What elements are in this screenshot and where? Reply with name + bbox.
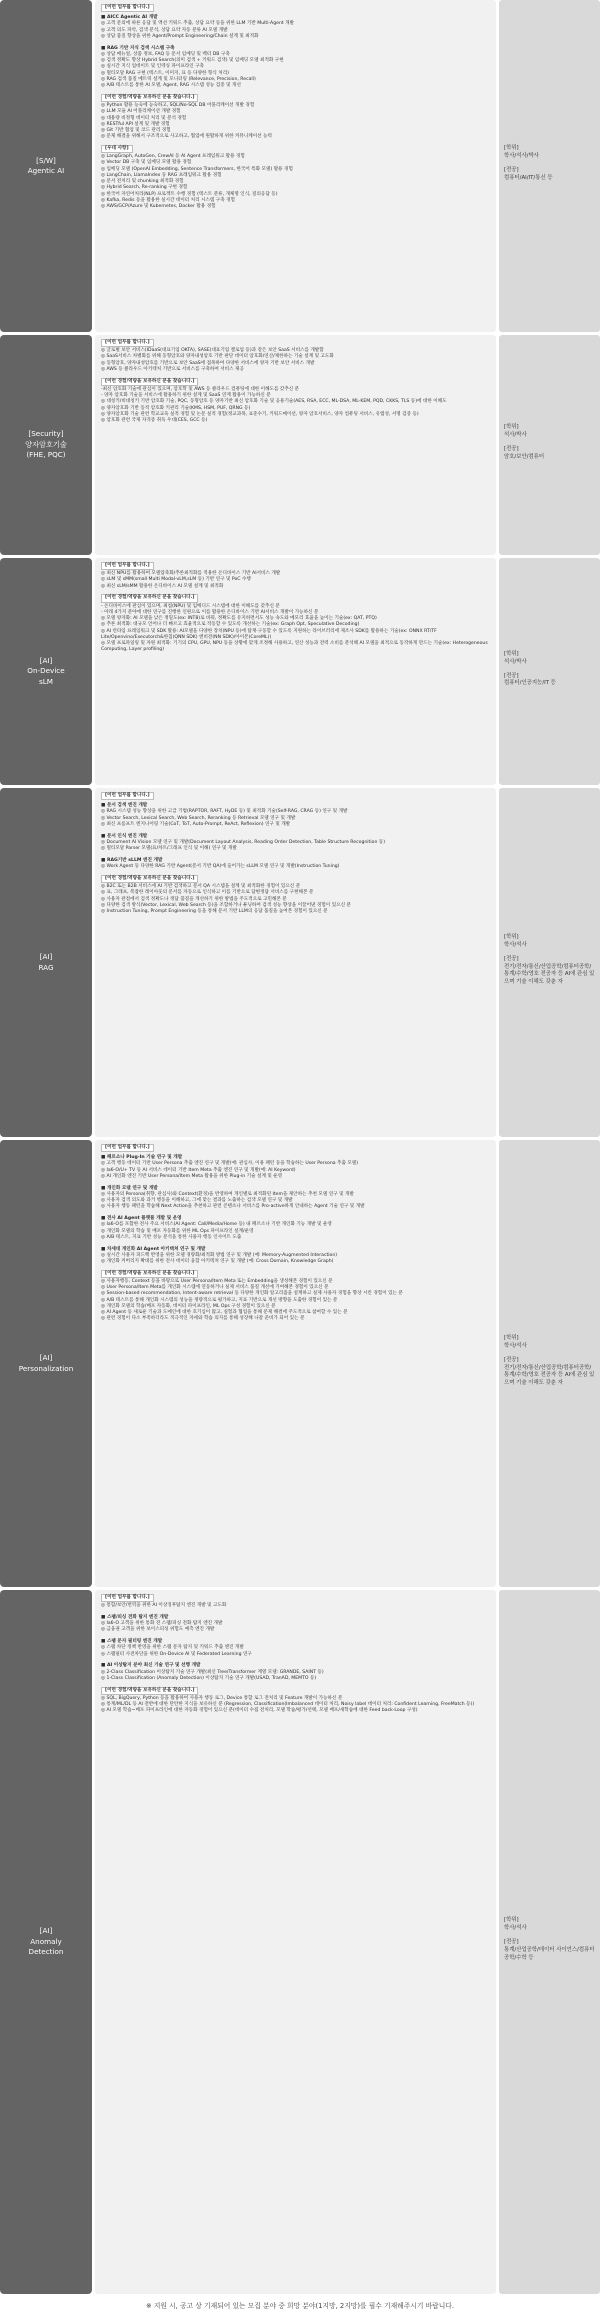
spacer [101, 40, 490, 44]
description-line: ◎ 사용자 검색 의도와 과거 행동을 이해하고, 그에 맞는 결과를 노출하는 검색 모델 연구 및 개발 [101, 1198, 293, 1204]
description-line: ◎ 금융권 고객을 위한 보이스피싱 위험도 예측 엔진 개발 [101, 1627, 215, 1633]
description-line: ◎ 멀티모달 Parser 모델(표/차트/그래프 인식 및 이해) 연구 및 개발 [101, 846, 237, 852]
subsection-title: ■ 스팸/피싱 전화 탐지 엔진 개발 [101, 1614, 169, 1620]
subsection-title: ■ 문서 검색 엔진 개발 [101, 803, 148, 809]
description-line: ◎ RAG 검색 품질 메트릭 설계 및 모니터링 (Relevance, Precision, Recall) [101, 76, 256, 82]
section-heading-wrap [101, 144, 490, 154]
description-line: ◎ 양자암호화 기반 동적 암호화 키관리 기술(KMS, HSM, PUF, QRNG 등) [101, 405, 251, 411]
degree-heading: [학위] [504, 424, 519, 431]
section-heading: [이런 업무를 합니다.] [101, 4, 154, 12]
description-line: ◎ AI Agent 등 새로운 기술과 도메인에 대한 호기심이 많고, 실험과 협업을 통해 문제 해결에 주도적으로 참여할 수 있는 분 [101, 1310, 348, 1316]
job-row [0, 1140, 600, 1587]
description-line: ◎ AI 런타임 프레임워크 및 SDK 활용: AI모델을 다양한 장치(NPU 등)에 탑재·구동할 수 있도록 지원하는 라이브러리에 제조사 SDK를 활용하는 기술(ex: ONNX RT/TF Lite/Openvino/Executorch&한칩(QNN SDK) 엔비전(NN SDK)/아이폰(CoreML)) [101, 628, 437, 640]
degree-heading: [학위] [504, 145, 519, 152]
degree-value: 학사/석사/박사 [504, 153, 539, 160]
description-line: ◎ SaaS서비스 차별화를 위해 동형암호와 양자내성암호 기반 판단 데이터 암호화/연산/제한하는 기술 설계 및 고도화 [101, 354, 334, 360]
description-line: ◎ SQL, BigQuery, Python 등을 활용하여 사용자 행동 로그, Device 통합 로그 전처리 및 Feature 개발이 가능하신 분 [101, 1695, 343, 1701]
description-line: ◎ LangChain, LlamaIndex 등 RAG 프레임워크 활용 경험 [101, 172, 222, 178]
description-line: ◎ Work Agent 등 다양한 RAG 기반 Agent(문서 기반 QA)에 들어가는 sLLM 모델 연구 및 개발(Instruction Tuning) [101, 864, 340, 870]
degree-heading: [학위] [504, 650, 519, 657]
degree-value: 석사/박사 [504, 658, 527, 665]
description-line: ◎ 모델 프로파일링 및 자원 최적화: 기기의 CPU, GPU, NPU 등을 상황에 맞게 조정해 사용하고, 연산 성능과 전력 소비를 분석해 AI 모델을 최적으로 동작하게 만드는 기술(ex: Heterogeneous Computing, Layer profiling) [101, 641, 488, 653]
section-heading-wrap [101, 377, 490, 387]
job-description [95, 335, 496, 555]
major-value: 전기/전자/통신/산업공학/컴퓨터공학/통계/수학/영호 전공자 등 AI에 관심 있으며 기술 이해도 갖춘 자 [504, 1364, 595, 1387]
description-line: ◎ B2C 또는 B2B 서비스에 AI 기반 검색하고 문서 QA 시스템을 설계 및 최적화한 경험이 있으신 분 [101, 884, 301, 890]
description-line: ◎ User Persona/Item Meta를 개인화 시스템에 연동하거나 실제 서비스 품질 개선에 기여해본 경험이 있으신 분 [101, 1285, 329, 1291]
spacer [101, 828, 490, 832]
job-requirements [499, 0, 600, 332]
job-description [95, 788, 496, 1137]
description-line: ◎ 대칭키/비대칭키 기반 암호화 기술, PQC, 동형암호 등 양자기반 최신 암호화 기술 및 응용기술(AES, RSA, ECC, ML-DSA, ML-KEM, PQD, CKKS, TLS 등)에 대한 이해도 [101, 399, 447, 405]
description-line: ◎ 검색 정확도 향상 Hybrid Search(의미 검색 + 키워드 검색) 및 임베딩 모델 최적화 구현 [101, 58, 284, 64]
job-requirements [499, 1140, 600, 1587]
degree-value: 학사/석사 [504, 1342, 527, 1349]
subsection-title: ■ AICC Agentic AI 개발 [101, 15, 158, 21]
description-line: - 양자 암호화 기술을 서비스에 활용하기 위한 설계 및 SaaS 연계 활용이 가능하신 분 [101, 393, 271, 399]
section-heading: [이런 경험/역량을 보유하신 분을 찾습니다.] [101, 875, 198, 883]
description-line: ◎ 스팸필터 사전차단을 위한 On-Device AI 및 Federated Learning 연구 [101, 1651, 252, 1657]
major-value: 컴퓨터/인공지능/IT 등 [504, 680, 556, 687]
section-heading-wrap [101, 93, 490, 103]
job-requirements [499, 788, 600, 1137]
description-line: -최신 암호화 기술에 관심이 있으며, 암호학 및 AWS 등 클라우드 컴퓨팅에 대한 이해도를 갖추신 분 [101, 386, 300, 392]
description-line: ◎ 개인화 커버리지 확대를 위한 전사 데이터 융합 아키텍쳐 연구 및 개발 (예: Cross Domain, Knowledge Graph) [101, 1259, 334, 1265]
job-requirements [499, 558, 600, 785]
description-line: ◎ Git 기반 협업 및 코드 관리 경험 [101, 127, 171, 133]
description-line: ◎ RAG 시스템 성능 향상을 위한 고급 기법(RAPTOR, RAFT, HyDE 등) 및 최적화 기술(Self-RAG, CRAG 등) 연구 및 개발 [101, 809, 348, 815]
description-line: ◎ 한국어 자연어처리(NLP) 프로젝트 수행 경험 (텍스트 분류, 개체명 인식, 질의응답 등) [101, 191, 278, 197]
description-line: ◎ 상담 품질 향상을 위한 Agent/Prompt Engineering/Chain 설계 및 최적화 [101, 33, 259, 39]
job-row [0, 335, 600, 555]
description-line: ◎ 표, 그래프, 복잡한 레이아웃의 문서를 자동으로 인식하고 이를 기반으로 답변정답 서비스를 구현해본 분 [101, 890, 314, 896]
description-line: ◎ 임베딩 모델 (OpenAI Embedding, Sentence Transformers, 한국어 특화 모델) 활용 경험 [101, 166, 293, 172]
description-line: ◎ 모델 양자화: AI 모델을 낮은 정밀도(ex: INT8)로 바꿔, 정확도를 유지하면서도 성능 속도와 메모리 효율을 높이는 기술(ex: QAT, PTQ) [101, 616, 377, 622]
major-heading: [전공] [504, 672, 519, 679]
description-line: ◎ 사용자 행동 패턴을 학습해 Next Action을 추천하고 관련 콘텐츠나 서비스를 Pro-active하게 안내하는 Agent 기술 연구 및 개발 [101, 1204, 365, 1210]
description-line: ◎ 고객 의도 파악, 검색 분석, 상담 요약 자동 분류 AI 모델 개발 [101, 27, 228, 33]
spacer [101, 1211, 490, 1215]
major-heading: [전공] [504, 167, 519, 173]
section-heading-wrap [101, 791, 490, 801]
major-value: 컴퓨터/AI/IT/통신 등 [504, 174, 553, 181]
major-heading: [전공] [504, 955, 519, 962]
description-line: ◎ 글로벌 보안 서비스(IDaaS(대표기업 OKTA), SASE(대표기업 켈로업 등)과 같은 보안 SaaS 서비스를 개발함 [101, 348, 324, 354]
subsection-title: ■ 문서 인식 엔진 개발 [101, 833, 148, 839]
section-heading: [이런 업무를 합니다.] [101, 1594, 154, 1602]
footer-note: ※ 지원 시, 공고 상 기재되어 있는 모집 분야 중 희망 분야(1지망, 2지망)를 필수 기재해주시기 바랍니다. [145, 2302, 455, 2310]
description-line: ◎ 통합/보안/번역을 위한 AI 이상징후탐지 엔진 개발 및 고도화 [101, 1603, 227, 1609]
description-line: ◎ 추론 최적화: 대규모 언어나 더 빠르고 효율적으로 작동할 수 있도록 개선하는 기술(ex: Graph Opt, Speculative Decoding) [101, 622, 360, 628]
description-line: ◎ Session-based recommendation, Intent-aware retrieval 등 다양한 개인화 알고리즘을 설계하고 실제 사용자 경험을 향상 시킨 경험이 있는 분 [101, 1291, 403, 1297]
description-line: ◎ 최신 프롬프트 엔지니어링 기술(CoT, ToT, Auto-Prompt, ReAct, Reflexion) 연구 및 개발 [101, 821, 291, 827]
section-heading-wrap [101, 1269, 490, 1279]
description-line: ◎ LangGraph, AutoGen, CrewAI 등 AI Agent 프레임워크 활용 경험 [101, 154, 245, 160]
major-value: 통계/산업공학/데이터 사이언스/컴퓨터 공학/수학 등 [504, 1946, 595, 1961]
description-line: ◎ 고객 문의에 따른 응답 및 액션 키워드 추출, 상담 요약 등을 위한 LLM 기반 Multi-Agent 개발 [101, 21, 294, 27]
section-heading-wrap [101, 338, 490, 348]
description-line: ◎ Kafka, Redis 등을 활용한 실시간 데이터 처리 시스템 구축 경험 [101, 197, 235, 203]
description-line: ◎ 최신 NPU를 활용하여 모델압축화/추론최적화를 적용한 온디바이스 기반 AI서비스 개발 [101, 571, 281, 577]
major-heading: [전공] [504, 1939, 519, 1946]
degree-value: 석사/박사 [504, 432, 527, 439]
description-line: ◎ 2-Class Classification 이상탐지 기술 연구 개발(최신 Tree/Transformer 계열 모델: GRANDE, SAINT 등) [101, 1669, 324, 1675]
description-line: ◎ 통계/ML/DL 등 AI 전반에 대한 탄탄한 지식을 보유하신 분 (Regression, Classification(Imbalanced 데이터 처리, Noisy label 데이터 처리: Confident Learning, FreeMatch 등)) [101, 1702, 475, 1708]
subsection-title: ■ 차세대 개인화 AI Agent 아키텍쳐 연구 및 개발 [101, 1246, 206, 1252]
job-description [95, 1140, 496, 1587]
job-description [95, 1590, 496, 2294]
description-line: ◎ A/B 테스트, 지표 기반 성능 분석을 통한 사용자 행동 인사이트 도출 [101, 1234, 242, 1240]
description-line: - 온디바이스에 관심이 있으며, 최첨(NPU) 및 임베디드 시스템에 대한 이해도를 갖추신 분 [101, 603, 280, 609]
major-heading: [전공] [504, 1356, 519, 1363]
section-heading-wrap [101, 874, 490, 884]
section-heading-wrap [101, 1143, 490, 1153]
section-heading: [이런 업무를 합니다.] [101, 339, 154, 347]
description-line: ◎ 스팸 차단 정책 반영을 위한 스팸 문자 탐지 및 키워드 추출 엔진 개발 [101, 1645, 244, 1651]
job-title: [S/W] Agentic AI [0, 0, 92, 332]
description-line: ◎ 실시간 사용자 피드백 반영을 위한 모델 경량화/최적화 방법 연구 및 개발 (예: Memory-Augmented Interaction) [101, 1252, 338, 1258]
degree-heading: [학위] [504, 934, 519, 941]
job-title: [Security] 양자암호기술 (FHE, PQC) [0, 335, 92, 555]
section-heading-wrap [101, 1686, 490, 1696]
description-line: ◎ Vector DB 구축 및 임베딩 모델 활용 경험 [101, 160, 192, 166]
description-line: ◎ 관련 경험이 다소 부족하더라도 적극적인 자세와 학습 의지를 통해 성장해 나갈 준비가 되어 있는 분 [101, 1316, 305, 1322]
description-line: ◎ Ia6-O/U+ TV 등 AI 서비스 데이터 기반 Item Meta 추출 엔진 연구 및 개발(예: AI Keyword) [101, 1167, 296, 1173]
subsection-title: ■ 스팸 문자 필터링 엔진 개발 [101, 1639, 163, 1645]
description-line: ◎ 양자암호화 기술 관련 학교교육 실적 경험 및 논문 실적 경험(정교과목, 표준수기, 키워드메이션, 양자 암호서비스, 양자 컴퓨팅 서비스, 유엠성, 서명 검증 등) [101, 411, 419, 417]
description-line: ◎ 문서 전처리 및 chunking 최적화 경험 [101, 179, 184, 185]
spacer [101, 1180, 490, 1184]
section-heading-wrap [101, 3, 490, 13]
job-title: [AI] Personalization [0, 1140, 92, 1587]
job-requirements [499, 335, 600, 555]
job-description [95, 0, 496, 332]
section-heading: [우대 사항] [101, 145, 133, 153]
job-row [0, 558, 600, 785]
description-line: ◎ Instruction Tuning, Prompt Engineering 등을 통해 문서 기반 LLM의 응답 품질을 높여본 경험이 있으신 분 [101, 909, 328, 915]
section-heading-wrap [101, 593, 490, 603]
job-row [0, 1590, 600, 2294]
description-line: ◎ Document AI Vision 모델 연구 및 개발(Document Layout Analysis, Reading Order Detection, Table Structure Recognition 등) [101, 839, 386, 845]
section-heading: [이런 경험/역량을 보유하신 분을 찾습니다.] [101, 1270, 198, 1278]
description-line: ◎ 암호화 관련 국제 자격증 취득 우대(CES, GCC 등) [101, 418, 208, 424]
description-line: ◎ 사용자의 Persona(취향, 관심사)와 Context(환경)을 반영하여 개인별로 최적화된 Item을 제안하는 추천 모델 연구 및 개발 [101, 1191, 354, 1197]
description-line: ◎ Python 활용 능숙에 능숙하고, SQL/No-SQL DB 어플리케이션 개발 경험 [101, 103, 255, 109]
section-heading: [이런 업무를 합니다.] [101, 1144, 154, 1152]
description-line: ◎ 개인화 모델의 학습/배포 자동화, 데이터 파이프라인, ML Ops 구성 경험이 있으신 분 [101, 1303, 276, 1309]
description-line: ◎ 최신 sLM/sMM 활용한 온디바이스 AI 모델 설계 및 최적화 [101, 583, 224, 589]
subsection-title: ■ RAG 기반 지식 검색 시스템 구축 [101, 45, 175, 51]
description-line: ◎ 1-Class Classification (Anomaly Detection) 이상탐지 기술 연구 개발(USAD, TranAD, MEMTO 등) [101, 1675, 317, 1681]
description-line: ◎ 실시간 지식 업데이트 및 인덱싱 파이프라인 구축 [101, 64, 204, 70]
description-line: ◎ Vector Search, Lexical Search, Web Search, Reranking 등 Retrieval 모델 연구 및 개발 [101, 815, 296, 821]
spacer [101, 1609, 490, 1613]
description-line: ◎ A/B 테스트를 통해 개인화 시스템의 성능을 정량적으로 평가하고, 지표 기반으로 개선 방향을 도출한 경험이 있는 분 [101, 1297, 338, 1303]
job-requirements [499, 1590, 600, 2294]
description-line: ◎ RESTful API 설계 및 개발 경험 [101, 121, 170, 127]
job-title: [AI] On-Device sLM [0, 558, 92, 785]
spacer [101, 1241, 490, 1245]
major-value: 전기/전자/통신/산업공학/컴퓨터공학/통계/수학/영호 전공자 등 AI에 관심 있으며 기술 이해도 갖춘 자 [504, 963, 595, 986]
description-line: ◎ 대용량 비정형 데이터 처리 및 분석 경험 [101, 115, 187, 121]
job-row [0, 0, 600, 332]
description-line: ◎ 개인화 모델의 학습 및 배포 자동화를 위한 ML Ops 파이프라인 설계/운영 [101, 1228, 254, 1234]
description-line: ◎ AI 모델 학습~배포 파이프라인에 대한 자동화 경험이 있으신 분(데이터 수집 전처리, 모델 학습/평가/선택, 모델 배포/새학습에 대한 Feed back-Loop 구성) [101, 1708, 418, 1714]
subsection-title: ■ 전사 AI Agent 플랫폼 개발 및 운영 [101, 1216, 182, 1222]
section-heading: [이런 경험/역량을 보유하신 분을 찾습니다.] [101, 594, 198, 602]
description-line: - 아래 4가지 분야에 대한 연구를 진행한 인원으로 이를 활용한 온디바이스 기반 AI서비스 개발이 가능하신 분 [101, 609, 319, 615]
degree-value: 학사/석사 [504, 1925, 527, 1932]
description-line: ◎ 사용자 관점에서 검색 정확도나 정답 품질을 개선하기 위한 방법을 주도적으로 고민해본 분 [101, 896, 287, 902]
description-line: ◎ AWS 등 클라우드 아키텍처 기반으로 서비스를 구축하여 서비스 제공 [101, 366, 244, 372]
section-heading: [이런 경험/역량을 보유하신 분을 찾습니다.] [101, 1687, 198, 1695]
degree-value: 학사/석사 [504, 941, 527, 948]
description-line: ◎ Ia6-O 고객을 위한 통화 전 스팸/피싱 전화 탐지 엔진 개발 [101, 1621, 223, 1627]
section-heading: [이런 업무를 합니다.] [101, 792, 154, 800]
spacer [101, 1634, 490, 1638]
spacer [101, 1658, 490, 1662]
subsection-title: ■ RAG기반 sLLM 엔진 개발 [101, 857, 163, 863]
subsection-title: ■ 개인화 모델 연구 및 개발 [101, 1185, 158, 1191]
subsection-title: ■ AI 이상탐지 분야 최신 기술 연구 및 선행 개발 [101, 1663, 201, 1669]
description-line: ◎ 문제 해결을 위해서 구조적으로 사고하고, 협업에 원활하게 위한 커뮤니케이션 능력 [101, 134, 272, 140]
spacer [101, 852, 490, 856]
description-line: ◎ A/B 테스트를 통한 AI 모델, Agent, RAG 시스템 성능 검증 및 개선 [101, 83, 241, 89]
job-title: [AI] RAG [0, 788, 92, 1137]
description-line: ◎ LLM 모듈 AI 어플리케이션 개발 경험 [101, 109, 181, 115]
description-line: ◎ 멀티모달 RAG 구현 (텍스트, 이미지, 표 등 다양한 형식 처리) [101, 70, 229, 76]
description-line: ◎ sLM 및 sMM(small Multi Modal-vLM,sLM 등) 기반 연구 및 PoC 수행 [101, 577, 251, 583]
description-line: ◎ 다양한 검색 방식(Vector, Lexical, Web Search 등)을 조합하거나 튜닝하여 검색 성능 향상을 이끌어낸 경험이 있으신 분 [101, 902, 351, 908]
description-line: ◎ AWS/GCP/Azure 및 Kubernetes, Docker 활용 경험 [101, 204, 216, 210]
major-heading: [전공] [504, 446, 519, 452]
job-row [0, 788, 600, 1137]
major-value: 암호/보안/컴퓨터 [504, 453, 545, 460]
description-line: ◎ 동형암호, 양자내성암호를 기반으로 보안 SaaS에 접목하여 다양한 서비스에 양자 기반 보안 서비스 개발 [101, 360, 315, 366]
description-line: ◎ 상담 매뉴얼, 상품 정보, FAQ 등 문서 임베딩 및 벡터 DB 구축 [101, 51, 230, 57]
section-heading-wrap [101, 561, 490, 571]
job-description [95, 558, 496, 785]
section-heading-wrap [101, 1593, 490, 1603]
degree-heading: [학위] [504, 1917, 519, 1924]
description-line: ◎ 고객 행동 데이터 기반 User Persona 추출 엔진 연구 및 개발(예: 관심사, 이용 패턴 등을 학습하는 User Persona 추출 모델) [101, 1161, 359, 1167]
section-heading: [이런 업무를 합니다.] [101, 562, 154, 570]
section-heading: [이런 경험/역량을 보유하신 분을 찾습니다.] [101, 378, 198, 386]
degree-heading: [학위] [504, 1335, 519, 1342]
description-line: ◎ AI 개인화 엔진 기반 User Persona/Item Meta 활용을 위한 Plug-in 기술 설계 및 운영 [101, 1173, 283, 1179]
section-heading: [이런 경험/역량을 보유하신 분을 찾습니다.] [101, 94, 198, 102]
subsection-title: ■ 페르소나 Plug-In 기술 연구 및 개발 [101, 1155, 183, 1161]
description-line: ◎ Hybrid Search, Re-ranking 구현 경험 [101, 185, 188, 191]
job-title: [AI] Anomaly Detection [0, 1590, 92, 2294]
description-line: ◎ Ia6-O를 포함한 전사 주요 서비스(AI Agent: Call/Media/Home 등) 내 페르소나 기반 개인화 기능 개발 및 운영 [101, 1222, 332, 1228]
description-line: ◎ 사용자행동, Context 등을 바탕으로 User Persona/Item Meta 또는 Embedding을 생성해본 경험이 있으신 분 [101, 1278, 333, 1284]
